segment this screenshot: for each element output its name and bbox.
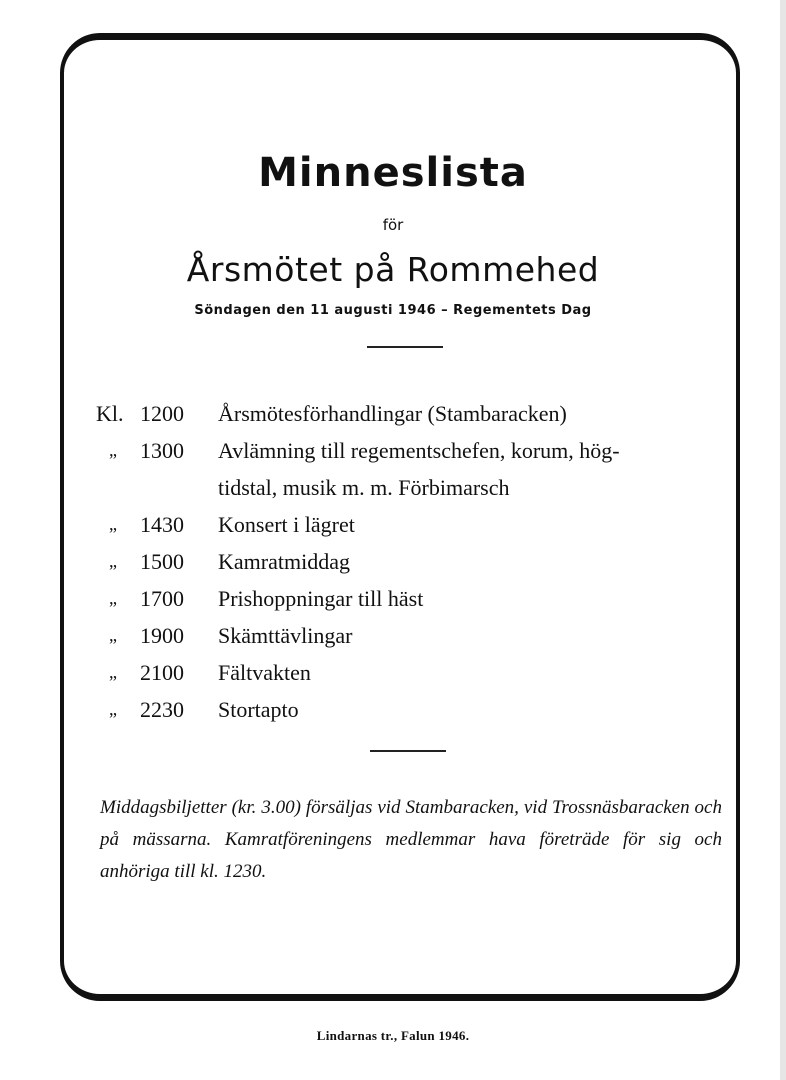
schedule-prefix: „	[109, 588, 117, 608]
schedule-text	[218, 543, 716, 580]
schedule-text	[218, 654, 716, 691]
schedule-text-line: Prishoppningar till häst	[218, 586, 424, 611]
schedule-time: 1700	[140, 586, 184, 611]
schedule-row	[96, 543, 716, 580]
schedule-text-line: Årsmötesförhandlingar (Stambaracken)	[218, 401, 567, 426]
schedule-text	[218, 617, 716, 654]
schedule-text-line: Skämttävlingar	[218, 623, 353, 648]
schedule-text-line: Avlämning till regementschefen, korum, hög-	[218, 438, 620, 463]
schedule-prefix: „	[109, 662, 117, 682]
schedule-text-line: Kamratmiddag	[218, 549, 350, 574]
page-edge	[780, 0, 786, 1080]
schedule-list	[96, 395, 716, 728]
schedule-row	[96, 506, 716, 543]
ticket-note: Middagsbiljetter (kr. 3.00) försäljas vid Stambaracken, vid Trossnäsbaracken och på mässarna. Kamratföreningens medlemmar hava företräde för sig och anhöriga till kl. 1230.	[100, 797, 722, 882]
schedule-text	[218, 580, 716, 617]
schedule-prefix: Kl.	[96, 401, 124, 426]
schedule-text	[218, 691, 716, 728]
schedule-text-line: Stortapto	[218, 697, 299, 722]
schedule-prefix: „	[109, 440, 117, 460]
schedule-prefix: „	[109, 625, 117, 645]
schedule-row	[96, 691, 716, 728]
page-title: Minneslista	[258, 150, 528, 196]
schedule-time: 1500	[140, 549, 184, 574]
schedule-row	[96, 617, 716, 654]
schedule-row	[96, 395, 716, 432]
event-subtitle: Årsmötet på Rommehed	[186, 250, 600, 289]
schedule-row	[96, 654, 716, 691]
schedule-text	[218, 395, 716, 432]
printer-footer: Lindarnas tr., Falun 1946.	[316, 1028, 470, 1043]
event-dateline: Söndagen den 11 augusti 1946 – Regementets Dag	[194, 303, 592, 318]
divider-bottom	[370, 750, 446, 752]
schedule-prefix: „	[109, 514, 117, 534]
schedule-text	[218, 432, 716, 506]
schedule-time: 1430	[140, 512, 184, 537]
schedule-time: 1300	[140, 438, 184, 463]
schedule-text	[218, 506, 716, 543]
schedule-time: 2100	[140, 660, 184, 685]
schedule-time: 1200	[140, 401, 184, 426]
schedule-text-continuation: tidstal, musik m. m. Förbimarsch	[218, 475, 510, 500]
schedule-text-line: Konsert i lägret	[218, 512, 355, 537]
schedule-row	[96, 432, 716, 506]
divider-top	[367, 346, 443, 348]
schedule-prefix: „	[109, 551, 117, 571]
schedule-prefix: „	[109, 699, 117, 719]
schedule-time: 2230	[140, 697, 184, 722]
schedule-text-line: Fältvakten	[218, 660, 311, 685]
schedule-row	[96, 580, 716, 617]
schedule-time: 1900	[140, 623, 184, 648]
for-word: för	[382, 216, 404, 234]
